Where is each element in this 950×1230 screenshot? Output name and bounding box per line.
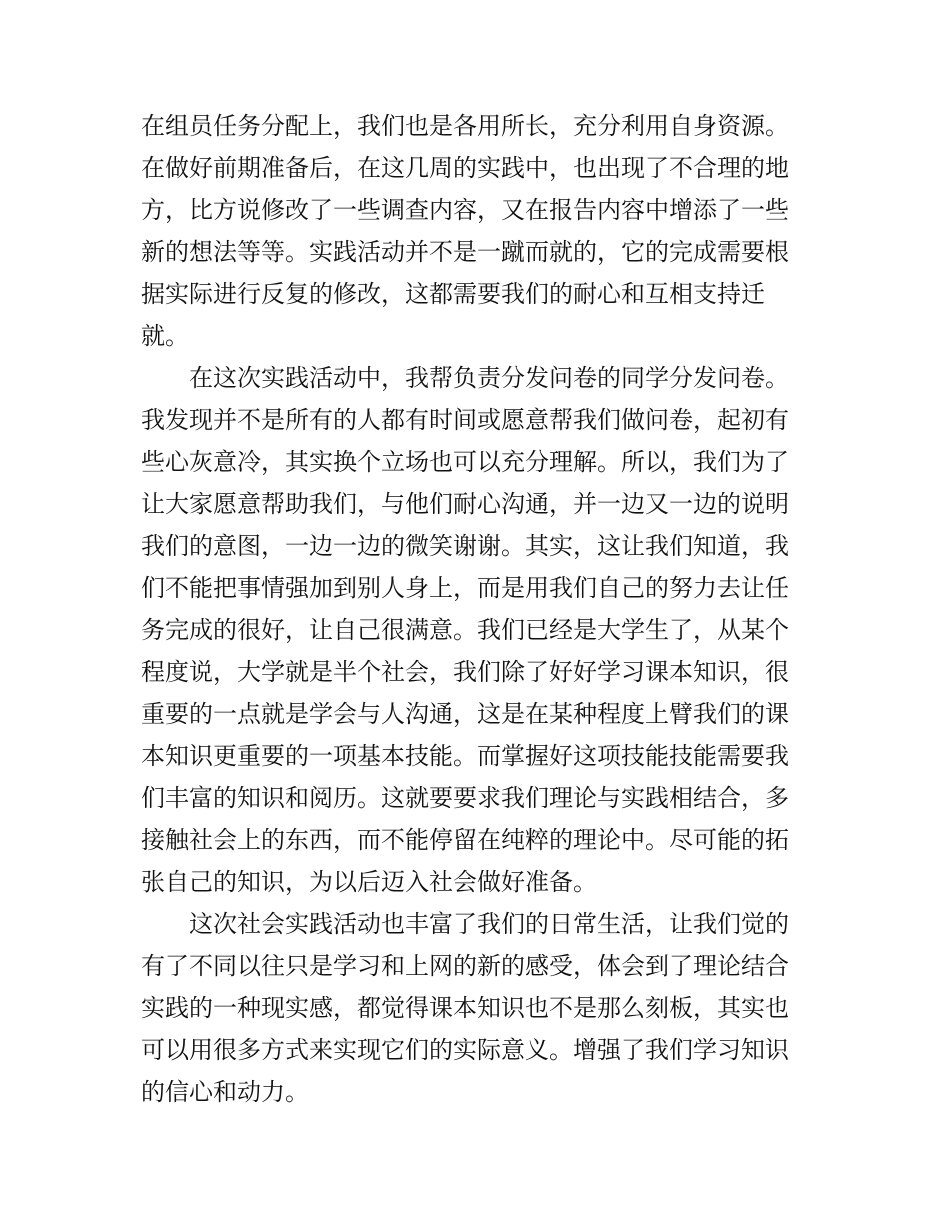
paragraph-3: [141, 903, 811, 1113]
text-line: 有了不同以往只是学习和上网的新的感受，体会到了理论结合: [141, 952, 789, 980]
paragraph-2: [141, 357, 811, 903]
paragraph-1: [141, 105, 811, 357]
text-line: 实践的一种现实感，都觉得课本知识也不是那么刻板，其实也: [141, 994, 789, 1022]
text-line: 的信心和动力。: [141, 1078, 309, 1106]
text-line: 重要的一点就是学会与人沟通，这是在某种程度上臂我们的课: [141, 700, 789, 728]
text-line: 在做好前期准备后，在这几周的实践中，也出现了不合理的地: [141, 154, 789, 182]
text-line: 让大家愿意帮助我们，与他们耐心沟通，并一边又一边的说明: [141, 490, 789, 518]
text-line: 们丰富的知识和阅历。这就要要求我们理论与实践相结合，多: [141, 784, 789, 812]
text-line: 可以用很多方式来实现它们的实际意义。增强了我们学习知识: [141, 1036, 789, 1064]
text-line: 务完成的很好，让自己很满意。我们已经是大学生了，从某个: [141, 616, 789, 644]
document-body: [141, 105, 811, 1113]
text-line: 我们的意图，一边一边的微笑谢谢。其实，这让我们知道，我: [141, 532, 789, 560]
text-line: 本知识更重要的一项基本技能。而掌握好这项技能技能需要我: [141, 742, 789, 770]
text-line: 在这次实践活动中，我帮负责分发问卷的同学分发问卷。: [189, 364, 789, 392]
text-line: 我发现并不是所有的人都有时间或愿意帮我们做问卷，起初有: [141, 406, 789, 434]
text-line: 新的想法等等。实践活动并不是一蹴而就的，它的完成需要根: [141, 238, 789, 266]
text-line: 些心灰意冷，其实换个立场也可以充分理解。所以，我们为了: [141, 448, 789, 476]
text-line: 据实际进行反复的修改，这都需要我们的耐心和互相支持迁: [141, 280, 765, 308]
text-line: 这次社会实践活动也丰富了我们的日常生活，让我们觉的: [189, 910, 789, 938]
text-line: 就。: [141, 322, 189, 350]
text-line: 接触社会上的东西，而不能停留在纯粹的理论中。尽可能的拓: [141, 826, 789, 854]
text-line: 程度说，大学就是半个社会，我们除了好好学习课本知识，很: [141, 658, 789, 686]
text-line: 们不能把事情强加到别人身上，而是用我们自己的努力去让任: [141, 574, 789, 602]
text-line: 方，比方说修改了一些调查内容，又在报告内容中增添了一些: [141, 196, 789, 224]
text-line: 在组员任务分配上，我们也是各用所长，充分利用自身资源。: [141, 112, 789, 140]
text-line: 张自己的知识，为以后迈入社会做好准备。: [141, 868, 597, 896]
